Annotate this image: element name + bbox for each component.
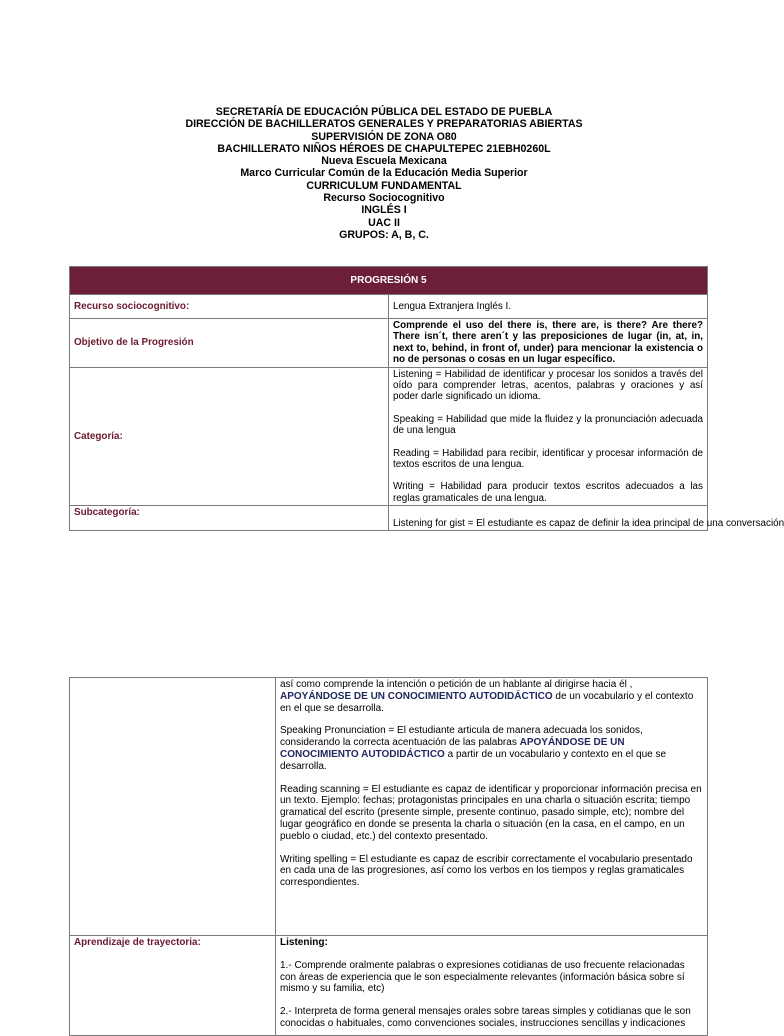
progression-table-continued [69, 677, 708, 1036]
writing-paragraph: Writing spelling = El estudiante es capaz de escribir correctamente el vocabulario presentado en cada una de las progresiones, así como los verbos en los tiempos y reglas gramaticales correspondientes. [280, 853, 693, 889]
header-line: SECRETARÍA DE EDUCACIÓN PÚBLICA DEL ESTADO DE PUEBLA [215, 106, 553, 118]
header-line: SUPERVISIÓN DE ZONA O80 [311, 130, 457, 143]
table-row [70, 678, 708, 936]
banner-row [70, 267, 708, 295]
recurso-value: Lengua Extranjera Inglés I. [389, 295, 708, 319]
aprendizaje-value [276, 936, 708, 1036]
categoria-value [389, 367, 708, 506]
header-line: INGLÉS I [361, 204, 407, 217]
categoria-item: Speaking = Habilidad que mide la fluidez y la pronunciación adecuada de una lengua [393, 413, 703, 437]
aprendizaje-heading: Listening: [280, 937, 328, 948]
header-line: BACHILLERATO NIÑOS HÉROES DE CHAPULTEPEC 21EBH0260L [217, 142, 551, 155]
progression-banner: PROGRESIÓN 5 [70, 267, 708, 295]
progression-table [69, 266, 784, 531]
speaking-text-end: a partir de un vocabulario y contexto en el que se desarrolla. [280, 748, 667, 772]
categoria-item: Reading = Habilidad para recibir, identificar y procesar información de textos escritos de una lengua. [393, 447, 703, 471]
categoria-item: Listening = Habilidad de identificar y procesar los sonidos a través del oído para comprender letras, acentos, palabras y oraciones y así poder darle significado un idioma. [393, 368, 703, 403]
table-row [70, 936, 708, 1036]
categoria-item: Writing = Habilidad para producir textos escritos adecuados a las reglas gramaticales de una lengua. [393, 481, 703, 504]
reading-paragraph: Reading scanning = El estudiante es capaz de identificar y proporcionar información precisa en un texto. Ejemplo: fechas; protagonistas principales en una charla o situación escrita; tiempo gramatical del escrito (presente simple, presente continuo, pasado simple, etc); nombre del lugar geográfico en donde se presenta la charla o situación (en la casa, en el campo, en un pueblo o ciudad, etc.) del contexto presentado. [280, 783, 702, 842]
table-row [70, 295, 708, 319]
recurso-label: Recurso sociocognitivo: [70, 295, 389, 319]
header-line: DIRECCIÓN DE BACHILLERATOS GENERALES Y PREPARATORIAS ABIERTAS [185, 118, 583, 131]
header-line: GRUPOS: A, B, C. [339, 228, 429, 241]
objetivo-value: Comprende el uso del there is, there are, is there? Are there? There isn´t, there aren´t y las preposiciones de lugar (in, at, in, next to, behind, in front of, under) para mencionar la existencia o no de personas o cosas en un lugar específico. [389, 319, 708, 368]
listening-text: así como comprende la intención o petición de un hablante al dirigirse hacia él , [280, 679, 633, 690]
header-line: Marco Curricular Común de la Educación Media Superior [240, 167, 528, 180]
document-header [0, 106, 768, 241]
listening-paragraph [280, 679, 703, 714]
subcategoria-continued [276, 678, 708, 936]
empty-label-cell [70, 678, 276, 936]
header-line: UAC II [368, 216, 400, 229]
header-line: Recurso Sociocognitivo [323, 192, 445, 205]
aprendizaje-label: Aprendizaje de trayectoria: [70, 936, 276, 1036]
table-row [70, 319, 708, 368]
header-line: Nueva Escuela Mexicana [321, 155, 447, 168]
categoria-label: Categoría: [70, 367, 389, 506]
objetivo-label: Objetivo de la Progresión [70, 319, 389, 368]
subcategoria-value: Listening for gist = El estudiante es capaz de definir la idea principal de una conversación [389, 506, 708, 531]
header-line: CURRICULUM FUNDAMENTAL [306, 179, 462, 192]
table-row [70, 367, 708, 506]
aprendizaje-item: 2.- Interpreta de forma general mensajes orales sobre tareas simples y cotidianas que le son conocidas o habituales, como convenciones sociales, instrucciones sencillas y indicaciones [280, 1006, 691, 1029]
autodidactico-highlight: APOYÁNDOSE DE UN CONOCIMIENTO AUTODIDÁCTICO [280, 737, 625, 760]
aprendizaje-item: 1.- Comprende oralmente palabras o expresiones cotidianas de uso frecuente relacionadas con áreas de experiencia que le son especialmente relevantes (información básica sobre sí mismo y su familia, etc) [280, 959, 685, 995]
table-row [70, 506, 708, 531]
speaking-paragraph [280, 725, 703, 772]
speaking-text: Speaking Pronunciation = El estudiante articula de manera adecuada los sonidos, considerando la correcta acentuación de las palabras [280, 725, 643, 749]
subcategoria-label: Subcategoría: [70, 506, 389, 531]
autodidactico-highlight: APOYÁNDOSE DE UN CONOCIMIENTO AUTODIDÁCTICO [280, 690, 553, 702]
listening-text-end: de un vocabulario y el contexto en el que se desarrolla. [280, 690, 694, 714]
